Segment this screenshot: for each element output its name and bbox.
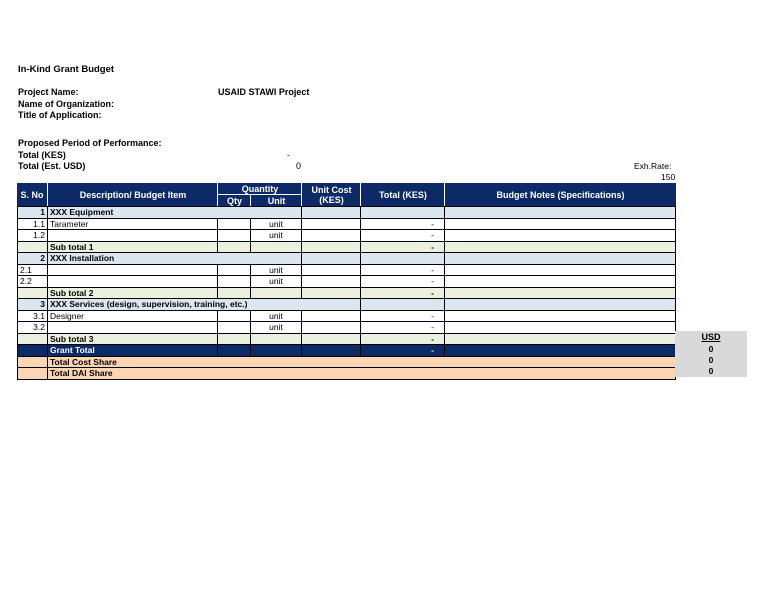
row-number: 2.1: [18, 264, 48, 276]
project-name-value[interactable]: USAID STAWI Project: [218, 87, 310, 97]
exchange-rate-label: Exh.Rate:: [634, 161, 672, 171]
row-unit-cost[interactable]: [302, 276, 361, 288]
row-qty[interactable]: [218, 322, 251, 334]
header-total: Total (KES): [360, 183, 445, 206]
header-qty: Qty: [217, 194, 251, 207]
dai-share-label: Total DAI Share: [48, 368, 676, 380]
subtotal-value: -: [361, 241, 445, 253]
header-budget-notes: Budget Notes (Specifications): [444, 183, 676, 206]
total-usd-label: Total (Est. USD): [18, 161, 86, 171]
subtotal-label: Sub total 3: [48, 333, 218, 345]
application-title-label: Title of Application:: [18, 110, 102, 120]
row-number: 3.1: [18, 310, 48, 322]
header-description: Description/ Budget Item: [47, 183, 218, 206]
row-number: 3.2: [18, 322, 48, 334]
row-qty[interactable]: [218, 310, 251, 322]
row-unit[interactable]: unit: [251, 322, 302, 334]
grand-total-row: [18, 345, 676, 357]
total-kes-label: Total (KES): [18, 150, 66, 160]
section-number: 1: [18, 207, 48, 219]
table-row: [18, 322, 676, 334]
table-row: [18, 218, 676, 230]
header-unit-cost: Unit Cost (KES): [301, 183, 361, 206]
row-qty[interactable]: [218, 230, 251, 242]
row-total: -: [361, 264, 445, 276]
row-description[interactable]: Designer: [48, 310, 218, 322]
table-row: [18, 230, 676, 242]
row-notes[interactable]: [445, 218, 676, 230]
header-unit: Unit: [250, 194, 302, 207]
row-qty[interactable]: [218, 276, 251, 288]
total-usd-value[interactable]: 0: [296, 161, 302, 171]
section-title: XXX Services (design, supervision, training, etc.): [48, 299, 361, 311]
row-unit-cost[interactable]: [302, 264, 361, 276]
row-unit-cost[interactable]: [302, 218, 361, 230]
row-unit[interactable]: unit: [251, 310, 302, 322]
section-number: 3: [18, 299, 48, 311]
row-unit-cost[interactable]: [302, 310, 361, 322]
row-unit[interactable]: unit: [251, 230, 302, 242]
section-row: [18, 299, 676, 311]
header-quantity: Quantity: [217, 183, 302, 194]
subtotal-value: -: [361, 333, 445, 345]
usd-cost-share: 0: [708, 355, 714, 365]
row-unit[interactable]: unit: [251, 264, 302, 276]
row-unit-cost[interactable]: [302, 230, 361, 242]
subtotal-row: [18, 333, 676, 345]
project-name-label: Project Name:: [18, 87, 79, 97]
section-title: XXX Equipment: [48, 207, 302, 219]
subtotal-label: Sub total 2: [48, 287, 218, 299]
row-total: -: [361, 276, 445, 288]
row-total: -: [361, 218, 445, 230]
usd-summary: [675, 331, 747, 377]
row-description[interactable]: [48, 276, 218, 288]
row-unit-cost[interactable]: [302, 322, 361, 334]
row-total: -: [361, 230, 445, 242]
usd-dai-share: 0: [708, 366, 714, 376]
row-description[interactable]: Tarameter: [48, 218, 218, 230]
organization-label: Name of Organization:: [18, 99, 115, 109]
dai-share-row: [18, 368, 676, 380]
row-total: -: [361, 322, 445, 334]
row-qty[interactable]: [218, 264, 251, 276]
row-total: -: [361, 310, 445, 322]
row-unit[interactable]: unit: [251, 276, 302, 288]
exchange-rate-value[interactable]: 150: [661, 172, 676, 182]
header-sno: S. No: [17, 183, 47, 206]
row-description[interactable]: [48, 230, 218, 242]
row-unit[interactable]: unit: [251, 218, 302, 230]
table-row: [18, 264, 676, 276]
row-number: 1.2: [18, 230, 48, 242]
usd-grand-total: 0: [708, 344, 714, 354]
row-notes[interactable]: [445, 264, 676, 276]
section-row: [18, 253, 676, 265]
row-qty[interactable]: [218, 218, 251, 230]
cost-share-row: [18, 356, 676, 368]
row-notes[interactable]: [445, 230, 676, 242]
cost-share-label: Total Cost Share: [48, 356, 676, 368]
period-label: Proposed Period of Performance:: [18, 138, 162, 148]
row-description[interactable]: [48, 322, 218, 334]
row-notes[interactable]: [445, 322, 676, 334]
row-notes[interactable]: [445, 310, 676, 322]
subtotal-value: -: [361, 287, 445, 299]
total-kes-value[interactable]: -: [287, 150, 290, 160]
row-notes[interactable]: [445, 276, 676, 288]
section-row: [18, 207, 676, 219]
subtotal-row: [18, 287, 676, 299]
usd-header: USD: [701, 332, 721, 342]
row-number: 2.2: [18, 276, 48, 288]
grand-total-value: -: [361, 345, 445, 357]
subtotal-label: Sub total 1: [48, 241, 218, 253]
row-number: 1.1: [18, 218, 48, 230]
page-title: In-Kind Grant Budget: [18, 64, 115, 75]
row-description[interactable]: [48, 264, 218, 276]
table-row: [18, 310, 676, 322]
grand-total-label: Grant Total: [48, 345, 218, 357]
budget-table: [17, 206, 676, 380]
section-number: 2: [18, 253, 48, 265]
subtotal-row: [18, 241, 676, 253]
section-title: XXX Installation: [48, 253, 302, 265]
table-row: [18, 276, 676, 288]
